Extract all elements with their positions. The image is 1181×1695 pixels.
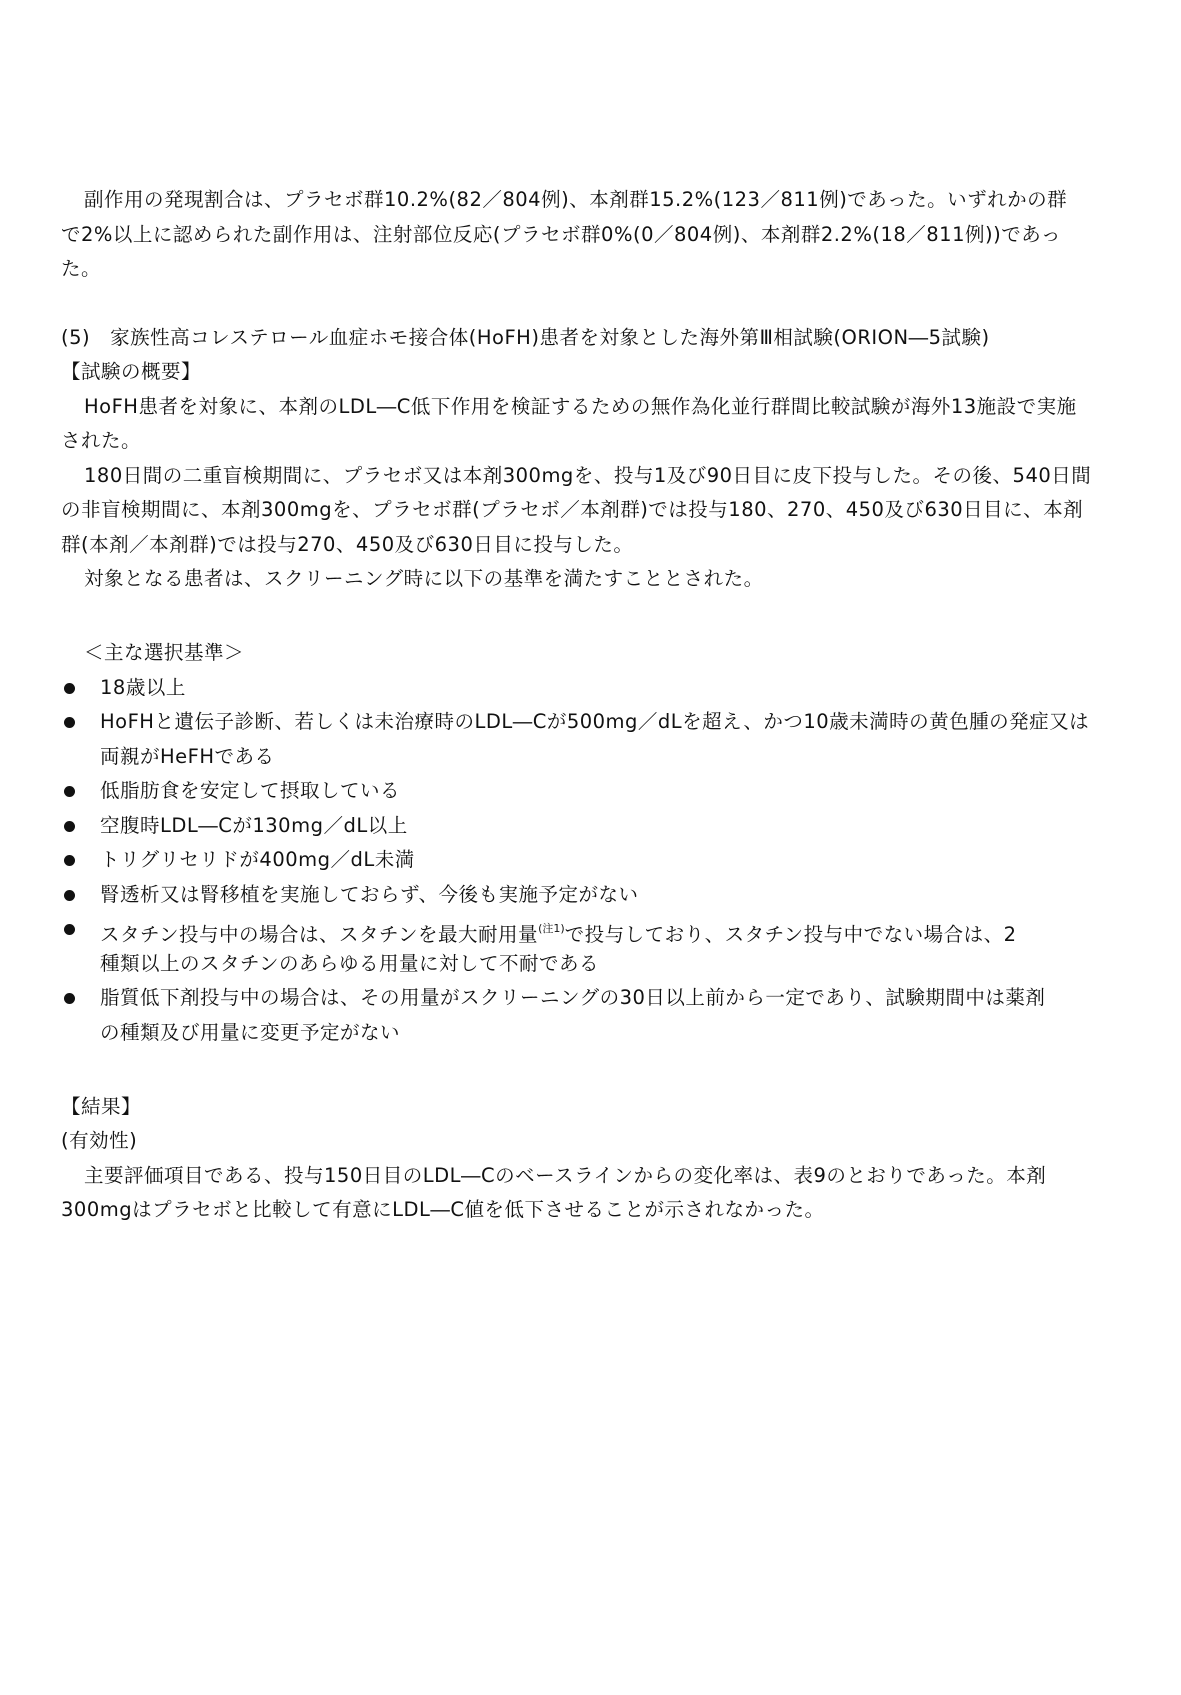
overview-label: 【試験の概要】 [61,360,202,383]
bullet-icon [64,890,75,901]
section-heading: (5) 家族性高コレステロール血症ホモ接合体(HoFH)患者を対象とした海外第Ⅲ相試験(ORION―5試験) [61,326,990,349]
efficacy-label: (有効性) [61,1129,138,1152]
efficacy-line-2: 300mgはプラセボと比較して有意にLDL―C値を低下させることが示されなかった。 [61,1198,825,1221]
adverse-reactions-line-1: 副作用の発現割合は、プラセボ群10.2%(82／804例)、本剤群15.2%(123／811例)であった。いずれかの群 [84,188,1068,211]
criteria-item-7-continuation: 種類以上のスタチンのあらゆる用量に対して不耐である [100,952,600,975]
criteria-heading: ＜主な選択基準＞ [84,641,245,664]
footnote-ref: (注1) [538,922,565,935]
criteria-item-8-continuation: の種類及び用量に変更予定がない [100,1021,401,1044]
bullet-icon [64,717,75,728]
overview-line-4: の非盲検期間に、本剤300mgを、プラセボ群(プラセボ／本剤群)では投与180、270、450及び630日目に、本剤 [61,498,1084,521]
bullet-icon [64,821,75,832]
overview-line-1: HoFH患者を対象に、本剤のLDL―C低下作用を検証するための無作為化並行群間比較試験が海外13施設で実施 [84,395,1077,418]
overview-line-6: 対象となる患者は、スクリーニング時に以下の基準を満たすこととされた。 [84,567,764,590]
overview-line-3: 180日間の二重盲検期間に、プラセボ又は本剤300mgを、投与1及び90日目に皮下投与した。その後、540日間 [84,464,1092,487]
bullet-icon [64,855,75,866]
adverse-reactions-line-2: で2%以上に認められた副作用は、注射部位反応(プラセボ群0%(0／804例)、本剤群2.2%(18／811例))であっ [61,223,1062,246]
bullet-icon [64,924,75,935]
adverse-reactions-line-3: た。 [61,257,102,280]
bullet-icon [64,786,75,797]
results-label: 【結果】 [61,1095,142,1118]
overview-line-2: された。 [61,429,142,452]
bullet-icon [64,993,75,1004]
bullet-icon [64,683,75,694]
efficacy-line-1: 主要評価項目である、投与150日目のLDL―Cのベースラインからの変化率は、表9のとおりであった。本剤 [84,1164,1047,1187]
criteria-item-2-continuation: 両親がHeFHである [100,745,275,768]
overview-line-5: 群(本剤／本剤群)では投与270、450及び630日目に投与した。 [61,533,634,556]
document-page: 副作用の発現割合は、プラセボ群10.2%(82／804例)、本剤群15.2%(123／811例)であった。いずれかの群 で2%以上に認められた副作用は、注射部位反応(プラセボ群0%(0／804例)、本剤群2.2%(18／811例))であっ た。 (5) 家族性高コレステロール血症ホモ接合体(HoFH)患者を対象とした海外第Ⅲ相試験(ORION―5試験) 【試験の概要】 HoFH患者を対象に、本剤のLDL―C低下作用を検証するための無作為化並行群間比較試験が海外13施設で実施 された。 180日間の二重盲検期間に、プラセボ又は本剤300mgを、投与1及び90日目に皮下投与した。その後、540日間 の非盲検期間に、本剤300mgを、プラセボ群(プラセボ／本剤群)では投与180、270、450及び630日目に、本剤 群(本剤／本剤群)では投与270、450及び630日目に投与した。 対象となる患者は、スクリーニング時に以下の基準を満たすこととされた。 ＜主な選択基準＞ 18歳以上 HoFHと遺伝子診断、若しくは未治療時のLDL―Cが500mg／dLを超え、かつ10歳未満時の黄色腫の発症又は 両親がHeFHである 低脂肪食を安定して摂取している 空腹時LDL―Cが130mg／dL以上 トリグリセリドが400mg／dL未満 腎透析又は腎移植を実施しておらず、今後も実施予定がない スタチン投与中の場合は、スタチンを最大耐用量$^{(注1)}$で投与しており、スタチン投与中でない場合は、2 種類以上のスタチンのあらゆる用量に対して不耐である 脂質低下剤投与中の場合は、その用量がスクリーニングの30日以上前から一定であり、試験期間中は薬剤 の種類及び用量に変更予定がない 【結果】 (有効性) 主要評価項目である、投与150日目のLDL―Cのベースラインからの変化率は、表9のとおりであった。本剤 300mgはプラセボと比較して有意にLDL―C値を低下させることが示されなかった。 [0,0,1181,1695]
